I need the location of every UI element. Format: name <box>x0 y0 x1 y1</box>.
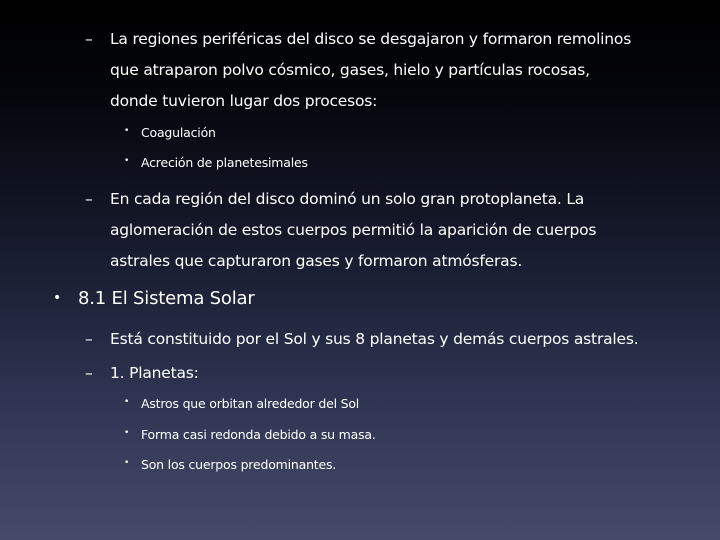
item-line: aglomeración de estos cuerpos permitió la aparición de cuerpos <box>110 221 597 239</box>
bullet-marker: • <box>124 126 130 136</box>
item-text: Son los cuerpos predominantes. <box>141 457 337 472</box>
item-text: Acreción de planetesimales <box>141 155 308 170</box>
item-text: Astros que orbitan alrededor del Sol <box>141 396 360 411</box>
dash-marker: – <box>85 190 93 208</box>
bullet-marker: • <box>124 397 130 407</box>
dash-marker: – <box>85 330 93 348</box>
dash-marker: – <box>85 30 93 48</box>
item-line: que atraparon polvo cósmico, gases, hielo y partículas rocosas, <box>110 61 590 79</box>
item-line: astrales que capturaron gases y formaron atmósferas. <box>110 252 523 270</box>
item-line: donde tuvieron lugar dos procesos: <box>110 92 378 110</box>
item-text: Está constituido por el Sol y sus 8 planetas y demás cuerpos astrales. <box>110 330 639 348</box>
item-line: En cada región del disco dominó un solo gran protoplaneta. La <box>110 190 585 208</box>
bullet-marker: • <box>124 156 130 166</box>
item-text: 1. Planetas: <box>110 364 199 382</box>
item-text: 8.1 El Sistema Solar <box>78 288 255 309</box>
item-text: Forma casi redonda debido a su masa. <box>141 427 376 442</box>
bullet-marker: • <box>124 458 130 468</box>
dash-marker: – <box>85 364 93 382</box>
bullet-marker: • <box>124 428 130 438</box>
bullet-marker: • <box>53 290 62 306</box>
item-text: Coagulación <box>141 125 216 140</box>
item-line: La regiones periféricas del disco se desgajaron y formaron remolinos <box>110 30 632 48</box>
